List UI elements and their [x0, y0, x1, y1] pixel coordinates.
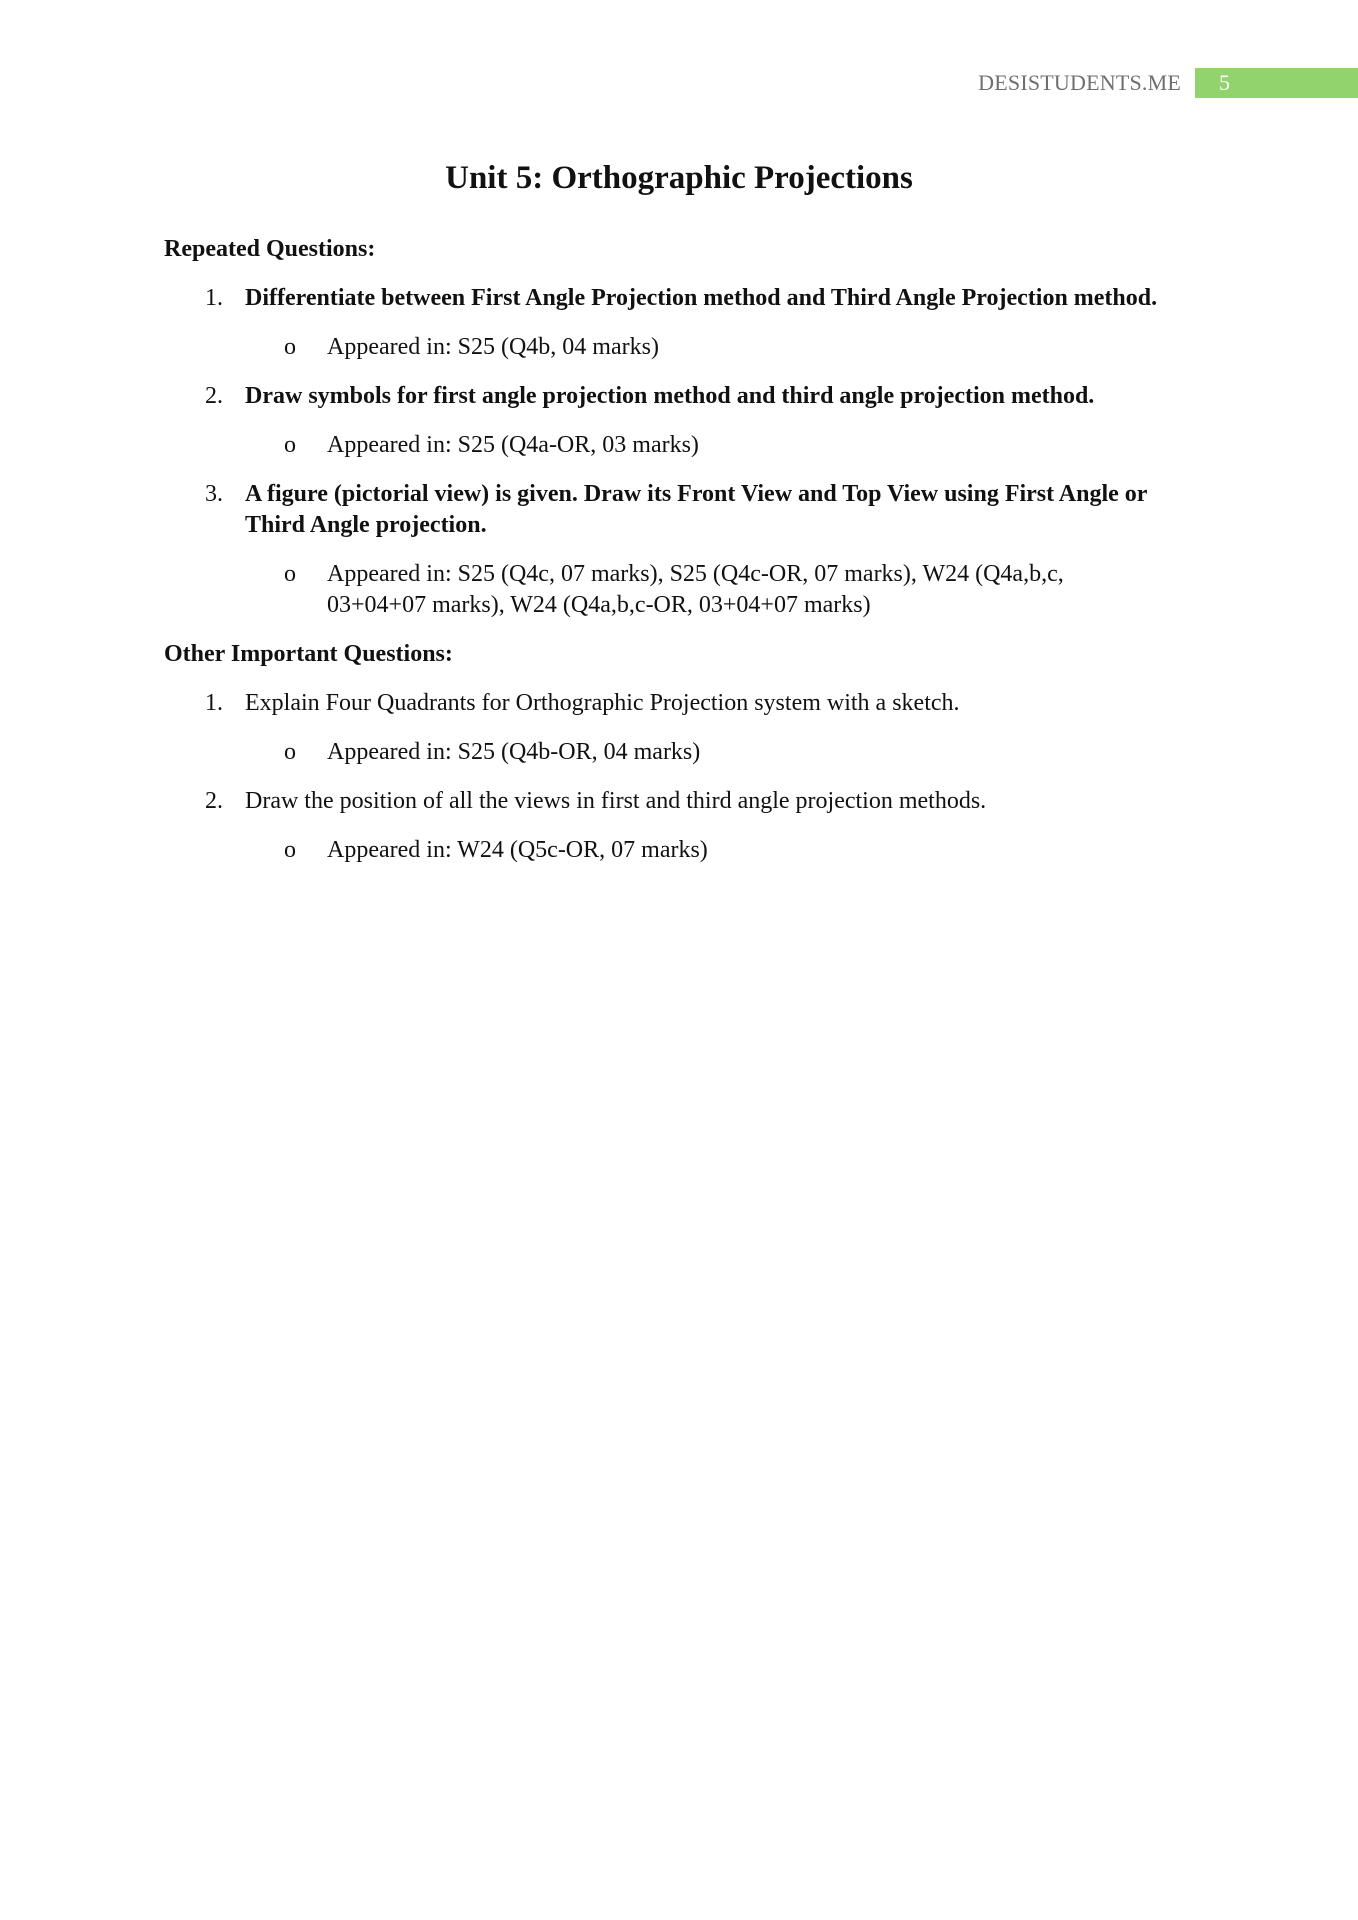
question-text: Differentiate between First Angle Projection method and Third Angle Projection method.: [245, 285, 1158, 311]
appeared-in-text: Appeared in: W24 (Q5c-OR, 07 marks): [327, 837, 708, 863]
bullet-icon: o: [284, 561, 296, 587]
appeared-in-item: [164, 559, 1174, 621]
appeared-in-item: [164, 737, 1174, 768]
appeared-in-text: Appeared in: S25 (Q4a-OR, 03 marks): [327, 432, 699, 458]
appeared-in-item: [164, 332, 1174, 363]
document-body: [164, 234, 1174, 884]
other-questions-heading: Other Important Questions:: [164, 641, 453, 667]
appeared-in-item: [164, 430, 1174, 461]
appeared-in-text: Appeared in: S25 (Q4c, 07 marks), S25 (Q4c-OR, 07 marks), W24 (Q4a,b,c, 03+04+07 marks), W24 (Q4a,b,c-OR, 03+04+07 marks): [327, 561, 1064, 618]
question-number: 2.: [205, 788, 223, 814]
appeared-in-item: [164, 835, 1174, 866]
question-text: Explain Four Quadrants for Orthographic Projection system with a sketch.: [245, 690, 960, 716]
bullet-icon: o: [284, 432, 296, 458]
site-name: DESISTUDENTS.ME: [978, 70, 1181, 95]
question-text: A figure (pictorial view) is given. Draw its Front View and Top View using First Angle or Third Angle projection.: [245, 481, 1148, 538]
question-number: 1.: [205, 285, 223, 311]
question-number: 2.: [205, 383, 223, 409]
question-item: [164, 688, 1174, 719]
bullet-icon: o: [284, 334, 296, 360]
repeated-questions-heading: Repeated Questions:: [164, 236, 376, 262]
appeared-in-text: Appeared in: S25 (Q4b, 04 marks): [327, 334, 659, 360]
page-title: Unit 5: Orthographic Projections: [445, 160, 913, 196]
question-number: 1.: [205, 690, 223, 716]
page-number: 5: [1219, 70, 1230, 95]
question-item: [164, 381, 1174, 412]
question-number: 3.: [205, 481, 223, 507]
question-item: [164, 786, 1174, 817]
bullet-icon: o: [284, 739, 296, 765]
page-number-badge: [1195, 68, 1358, 98]
question-text: Draw symbols for first angle projection method and third angle projection method.: [245, 383, 1095, 409]
question-text: Draw the position of all the views in first and third angle projection methods.: [245, 788, 987, 814]
appeared-in-text: Appeared in: S25 (Q4b-OR, 04 marks): [327, 739, 701, 765]
bullet-icon: o: [284, 837, 296, 863]
question-item: [164, 479, 1174, 541]
page-header: [978, 68, 1358, 98]
question-item: [164, 283, 1174, 314]
